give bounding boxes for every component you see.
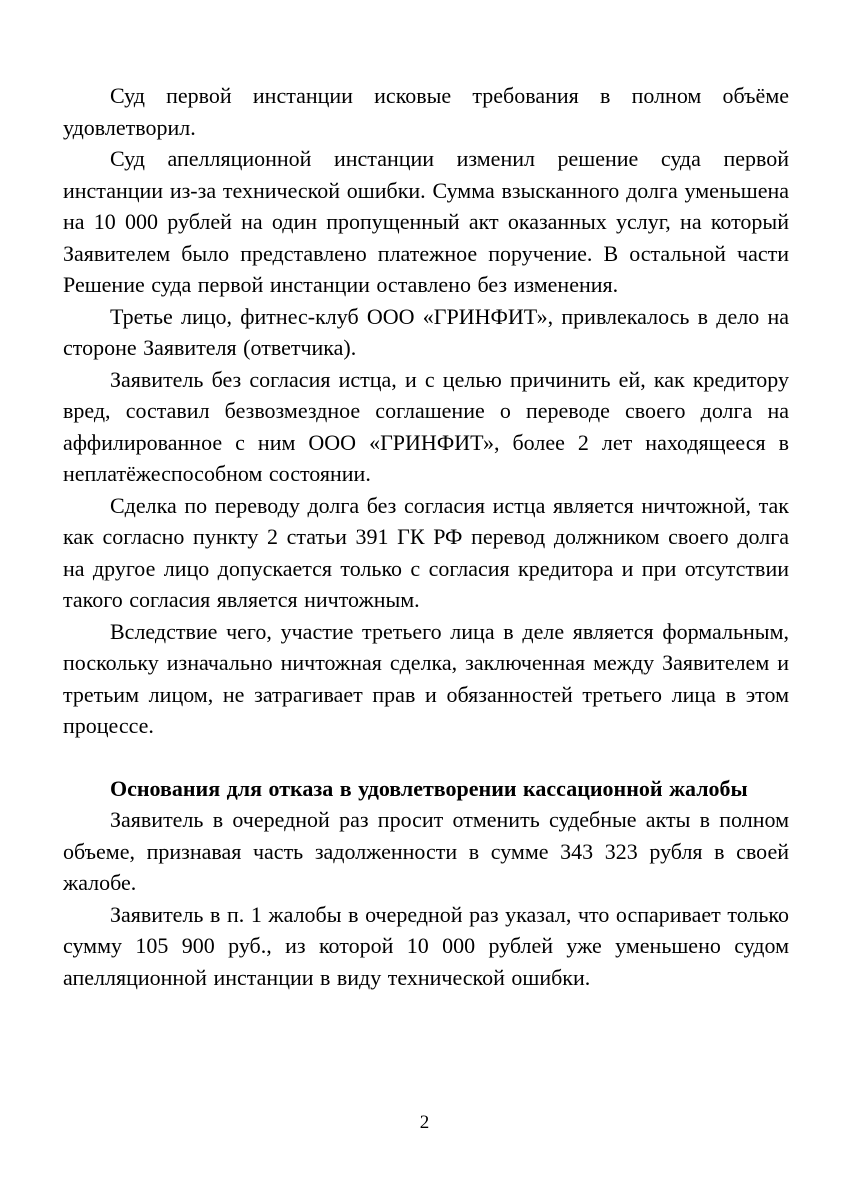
section-heading: Основания для отказа в удовлетворении кассационной жалобы: [110, 775, 748, 801]
paragraph-8: Заявитель в п. 1 жалобы в очередной раз указал, что оспаривает только сумму 105 900 руб., из которой 10 000 рублей уже уменьшено судом апелляционной инстанции в виду технической ошибки.: [63, 901, 789, 990]
document-body: [63, 80, 789, 993]
paragraph-7: Заявитель в очередной раз просит отменить судебные акты в полном объеме, признавая часть задолженности в сумме 343 323 рубля в своей жалобе.: [63, 807, 789, 895]
paragraph-4: Заявитель без согласия истца, и с целью причинить ей, как кредитору вред, составил безвозмездное соглашение о переводе своего долга на аффилированное с ним ООО «ГРИНФИТ», более 2 лет находящееся в неплатёжеспособном состоянии.: [63, 366, 789, 486]
paragraph-3: Третье лицо, фитнес-клуб ООО «ГРИНФИТ», привлекалось в дело на стороне Заявителя (ответчика).: [63, 303, 789, 360]
paragraph-2: Суд апелляционной инстанции изменил решение суда первой инстанции из-за технической ошибки. Сумма взысканного долга уменьшена на 10 000 рублей на один пропущенный акт оказанных услуг, на который Заявителем было представлено платежное поручение. В остальной части Решение суда первой инстанции оставлено без изменения.: [63, 146, 789, 297]
paragraph-5: Сделка по переводу долга без согласия истца является ничтожной, так как согласно пункту 2 статьи 391 ГК РФ перевод должником своего долга на другое лицо допускается только с согласия кредитора и при отсутствии такого согласия является ничтожным.: [63, 492, 789, 612]
page-number: 2: [419, 1112, 430, 1133]
paragraph-6: Вследствие чего, участие третьего лица в деле является формальным, поскольку изначально ничтожная сделка, заключенная между Заявителем и третьим лицом, не затрагивает прав и обязанностей третьего лица в этом процессе.: [63, 618, 789, 738]
paragraph-1: Суд первой инстанции исковые требования в полном объёме удовлетворил.: [63, 83, 789, 140]
